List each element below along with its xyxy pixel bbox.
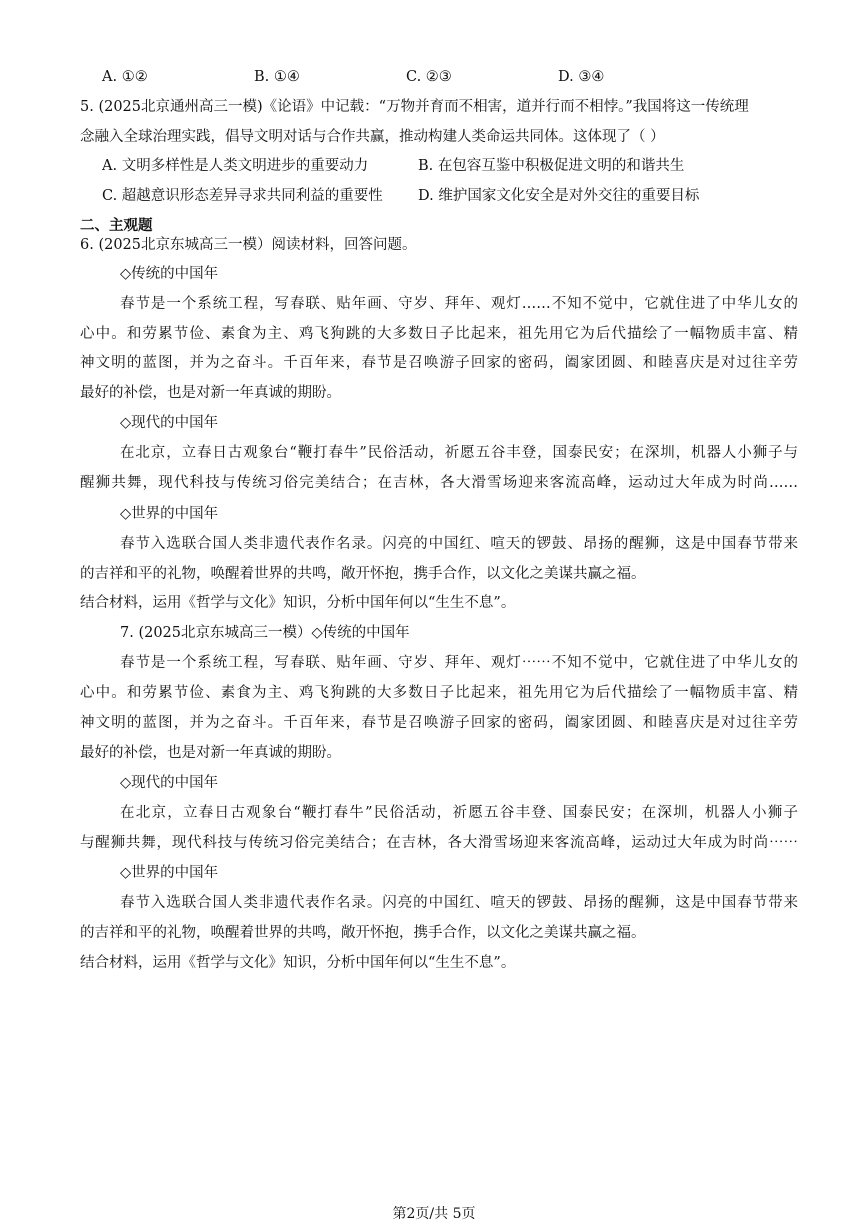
q6-p2-line1: 在北京，立春日古观象台“鞭打春牛”民俗活动，祈愿五谷丰登，国泰民安；在深圳，机器人小狮子与 bbox=[120, 445, 798, 461]
q5-option-a: A. 文明多样性是人类文明进步的重要动力 bbox=[102, 158, 369, 174]
q7-p1-line3: 神文明的蓝图，并为之奋斗。千百年来，春节是召唤游子回家的密码，阖家团圆、和睦喜庆是对过往辛劳 bbox=[80, 715, 798, 731]
q5-option-d: D. 维护国家文化安全是对外交往的重要目标 bbox=[418, 188, 700, 204]
q6-heading-world: ◇世界的中国年 bbox=[120, 506, 219, 522]
q5-options-row2 bbox=[102, 186, 798, 206]
q4-option-b: B. ①④ bbox=[254, 69, 300, 85]
q6-stem: 6. (2025北京东城高三一模）阅读材料，回答问题。 bbox=[80, 237, 417, 253]
q7-p3-line2: 的吉祥和平的礼物，唤醒着世界的共鸣，敞开怀抱，携手合作，以文化之美谋共赢之福。 bbox=[80, 925, 646, 941]
q5-option-c: C. 超越意识形态差异寻求共同利益的重要性 bbox=[102, 188, 383, 204]
q6-p3-line2: 的吉祥和平的礼物，唤醒着世界的共鸣，敞开怀抱，携手合作，以文化之美谋共赢之福。 bbox=[80, 566, 646, 582]
q6-heading-traditional: ◇传统的中国年 bbox=[120, 266, 219, 282]
q7-p3-line1: 春节入选联合国人类非遗代表作名录。闪亮的中国红、喧天的锣鼓、昂扬的醒狮，这是中国春节带来 bbox=[120, 895, 798, 911]
q7-p2-line2: 与醒狮共舞，现代科技与传统习俗完美结合；在吉林，各大滑雪场迎来客流高峰，运动过大年成为时尚⋯⋯ bbox=[80, 835, 798, 851]
q6-p1-line1: 春节是一个系统工程，写春联、贴年画、守岁、拜年、观灯……不知不觉中，它就住进了中华儿女的 bbox=[120, 296, 798, 312]
q6-p1-line4: 最好的补偿，也是对新一年真诚的期盼。 bbox=[80, 385, 341, 401]
q4-option-a: A. ①② bbox=[102, 69, 148, 85]
q6-heading-modern: ◇现代的中国年 bbox=[120, 415, 219, 431]
page-footer: 第2页/共 5页 bbox=[392, 1206, 476, 1222]
q7-p1-line2: 心中。和劳累节俭、素食为主、鸡飞狗跳的大多数日子比起来，祖先用它为后代描绘了一幅物质丰富、精 bbox=[80, 685, 798, 701]
q6-p1-line2: 心中。和劳累节俭、素食为主、鸡飞狗跳的大多数日子比起来，祖先用它为后代描绘了一幅物质丰富、精 bbox=[80, 326, 798, 342]
q7-question: 结合材料，运用《哲学与文化》知识，分析中国年何以“生生不息”。 bbox=[80, 955, 516, 971]
section-heading: 二、主观题 bbox=[80, 217, 153, 234]
q7-p1-line4: 最好的补偿，也是对新一年真诚的期盼。 bbox=[80, 745, 341, 761]
q7-p2-line1: 在北京，立春日古观象台“鞭打春牛”民俗活动，祈愿五谷丰登、国泰民安；在深圳，机器人小狮子 bbox=[120, 805, 798, 821]
q5-stem-line1: 5. (2025北京通州高三一模)《论语》中记载：“万物并育而不相害，道并行而不相悖。”我国将这一传统理 bbox=[80, 99, 749, 115]
q4-option-d: D. ③④ bbox=[558, 69, 605, 85]
q7-p1-line1: 春节是一个系统工程，写春联、贴年画、守岁、拜年、观灯⋯⋯不知不觉中，它就住进了中华儿女的 bbox=[120, 655, 798, 671]
q5-option-b: B. 在包容互鉴中积极促进文明的和谐共生 bbox=[418, 158, 685, 174]
q7-heading-world: ◇世界的中国年 bbox=[120, 865, 219, 881]
q4-option-c: C. ②③ bbox=[406, 69, 452, 85]
q6-p3-line1: 春节入选联合国人类非遗代表作名录。闪亮的中国红、喧天的锣鼓、昂扬的醒狮，这是中国春节带来 bbox=[120, 536, 798, 552]
q5-stem-line2: 念融入全球治理实践，倡导文明对话与合作共赢，推动构建人类命运共同体。这体现了（ ） bbox=[80, 129, 665, 145]
q5-options-row1 bbox=[102, 156, 798, 176]
q7-stem: 7. (2025北京东城高三一模）◇传统的中国年 bbox=[120, 625, 410, 641]
q7-heading-modern: ◇现代的中国年 bbox=[120, 775, 219, 791]
q6-p2-line2: 醒狮共舞，现代科技与传统习俗完美结合；在吉林，各大滑雪场迎来客流高峰，运动过大年成为时尚…… bbox=[80, 475, 798, 491]
q6-p1-line3: 神文明的蓝图，并为之奋斗。千百年来，春节是召唤游子回家的密码，阖家团圆、和睦喜庆是对过往辛劳 bbox=[80, 355, 798, 371]
q6-question: 结合材料，运用《哲学与文化》知识，分析中国年何以“生生不息”。 bbox=[80, 595, 516, 611]
q4-options bbox=[102, 67, 798, 87]
